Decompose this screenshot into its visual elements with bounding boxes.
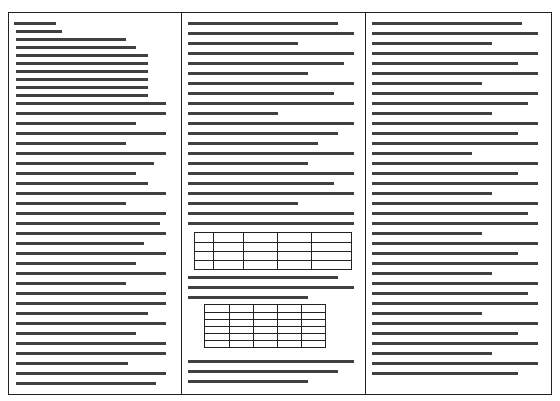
table-col-divider xyxy=(229,305,230,347)
table-col-divider xyxy=(243,233,244,269)
table-row-divider xyxy=(205,326,325,327)
note-line xyxy=(188,212,354,215)
note-line xyxy=(16,312,148,315)
note-line xyxy=(372,22,522,25)
note-line xyxy=(372,322,538,325)
note-line xyxy=(372,72,538,75)
note-line xyxy=(16,70,148,73)
note-line xyxy=(372,152,472,155)
note-line xyxy=(16,182,148,185)
note-line xyxy=(188,112,278,115)
note-line xyxy=(16,78,148,81)
note-line xyxy=(16,94,148,97)
table-row-divider xyxy=(205,340,325,341)
note-line xyxy=(372,332,518,335)
table-row-divider xyxy=(195,242,351,243)
note-line xyxy=(16,202,126,205)
note-line xyxy=(16,222,160,225)
note-line xyxy=(16,192,166,195)
note-line xyxy=(372,362,538,365)
note-line xyxy=(372,92,538,95)
note-line xyxy=(188,276,338,279)
note-line xyxy=(16,62,148,65)
note-line xyxy=(16,262,136,265)
note-line xyxy=(188,62,344,65)
note-line xyxy=(16,292,166,295)
note-line xyxy=(16,332,136,335)
table-row-divider xyxy=(195,251,351,252)
note-line xyxy=(188,82,354,85)
note-line xyxy=(188,122,354,125)
note-line xyxy=(188,72,308,75)
note-line xyxy=(16,242,144,245)
note-line xyxy=(372,132,518,135)
note-line xyxy=(16,342,166,345)
note-line xyxy=(188,142,318,145)
note-line xyxy=(188,132,338,135)
note-line xyxy=(188,32,354,35)
note-line xyxy=(16,122,136,125)
note-line xyxy=(372,282,538,285)
note-line xyxy=(16,382,156,385)
note-line xyxy=(188,286,354,289)
note-line xyxy=(16,322,166,325)
note-line xyxy=(16,352,166,355)
note-line xyxy=(16,152,166,155)
note-line xyxy=(188,192,354,195)
note-line xyxy=(188,380,308,383)
note-line xyxy=(372,172,518,175)
schedule-table xyxy=(204,304,326,348)
note-line xyxy=(372,102,528,105)
table-row-divider xyxy=(205,319,325,320)
note-line xyxy=(372,242,538,245)
table-col-divider xyxy=(311,233,312,269)
note-line xyxy=(188,42,298,45)
note-line xyxy=(188,172,354,175)
note-line xyxy=(372,42,492,45)
section-heading xyxy=(14,22,56,25)
note-line xyxy=(16,112,166,115)
note-line xyxy=(188,22,338,25)
note-line xyxy=(16,282,126,285)
note-line xyxy=(188,182,334,185)
note-line xyxy=(16,102,166,105)
table-col-divider xyxy=(301,305,302,347)
table-col-divider xyxy=(213,233,214,269)
note-line xyxy=(372,262,538,265)
note-line xyxy=(372,212,528,215)
note-line xyxy=(188,162,308,165)
note-line xyxy=(372,182,538,185)
note-line xyxy=(372,352,492,355)
note-line xyxy=(372,372,518,375)
note-line xyxy=(16,252,166,255)
note-line xyxy=(372,52,538,55)
table-col-divider xyxy=(277,305,278,347)
note-line xyxy=(372,252,518,255)
note-line xyxy=(16,372,166,375)
note-line xyxy=(16,86,148,89)
note-line xyxy=(372,222,538,225)
spec-table xyxy=(194,232,352,270)
note-line xyxy=(188,222,354,225)
note-line xyxy=(372,112,492,115)
note-line xyxy=(372,82,482,85)
note-line xyxy=(188,370,338,373)
note-line xyxy=(372,162,538,165)
note-line xyxy=(16,232,166,235)
note-line xyxy=(372,32,538,35)
note-line xyxy=(372,122,538,125)
note-line xyxy=(16,142,126,145)
note-line xyxy=(16,54,148,57)
note-line xyxy=(16,172,136,175)
note-line xyxy=(16,38,126,41)
sheet-title xyxy=(210,2,350,12)
note-line xyxy=(16,30,62,33)
note-line xyxy=(16,162,154,165)
note-line xyxy=(372,302,538,305)
note-line xyxy=(372,312,482,315)
note-line xyxy=(188,296,308,299)
note-line xyxy=(372,232,482,235)
note-line xyxy=(372,192,492,195)
note-line xyxy=(188,202,298,205)
table-row-divider xyxy=(195,260,351,261)
note-line xyxy=(16,46,136,49)
table-col-divider xyxy=(253,305,254,347)
note-line xyxy=(372,62,518,65)
note-line xyxy=(188,92,334,95)
note-line xyxy=(16,212,166,215)
table-row-divider xyxy=(205,312,325,313)
note-line xyxy=(188,52,354,55)
note-line xyxy=(372,202,538,205)
table-col-divider xyxy=(277,233,278,269)
note-line xyxy=(16,272,166,275)
note-line xyxy=(188,152,354,155)
note-line xyxy=(372,142,538,145)
note-line xyxy=(16,132,166,135)
note-line xyxy=(372,272,492,275)
note-line xyxy=(188,360,354,363)
note-line xyxy=(372,292,528,295)
table-row-divider xyxy=(205,333,325,334)
note-line xyxy=(372,342,538,345)
note-line xyxy=(188,102,354,105)
note-line xyxy=(16,302,166,305)
note-line xyxy=(16,362,128,365)
